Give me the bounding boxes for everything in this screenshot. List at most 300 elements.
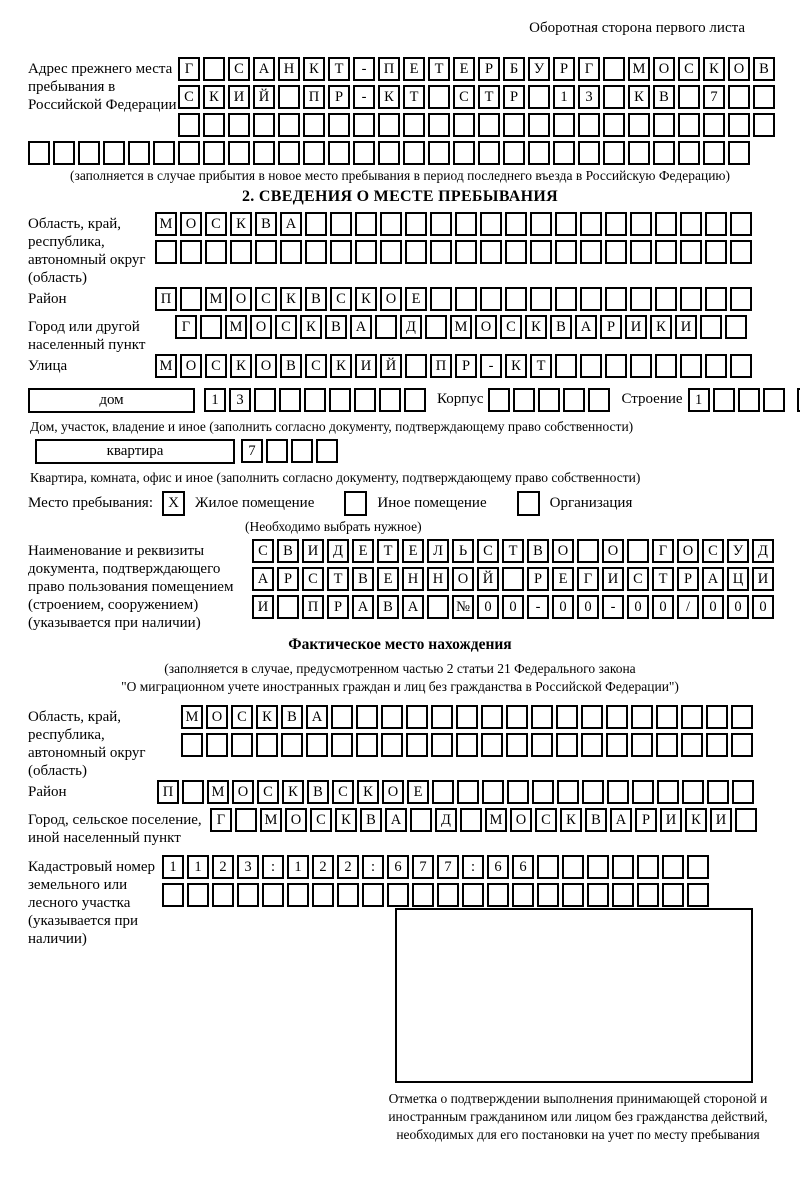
char-cell[interactable]: В bbox=[255, 212, 277, 236]
char-cell[interactable]: Т bbox=[502, 539, 524, 563]
char-cell[interactable] bbox=[205, 240, 227, 264]
char-cell[interactable]: 0 bbox=[552, 595, 574, 619]
prev-address-row-3[interactable] bbox=[178, 113, 775, 137]
char-cell[interactable] bbox=[631, 705, 653, 729]
char-cell[interactable] bbox=[505, 287, 527, 311]
char-cell[interactable]: 1 bbox=[688, 388, 710, 412]
char-cell[interactable]: В bbox=[585, 808, 607, 832]
char-cell[interactable] bbox=[328, 113, 350, 137]
char-cell[interactable] bbox=[212, 883, 234, 907]
document-row-3[interactable] bbox=[252, 595, 774, 619]
char-cell[interactable] bbox=[557, 780, 579, 804]
char-cell[interactable] bbox=[705, 212, 727, 236]
char-cell[interactable] bbox=[530, 240, 552, 264]
char-cell[interactable] bbox=[532, 780, 554, 804]
char-cell[interactable] bbox=[732, 780, 754, 804]
char-cell[interactable]: В bbox=[281, 705, 303, 729]
char-cell[interactable]: В bbox=[377, 595, 399, 619]
char-cell[interactable]: Т bbox=[328, 57, 350, 81]
char-cell[interactable]: А bbox=[610, 808, 632, 832]
char-cell[interactable] bbox=[430, 240, 452, 264]
char-cell[interactable]: П bbox=[157, 780, 179, 804]
char-cell[interactable] bbox=[380, 240, 402, 264]
char-cell[interactable] bbox=[606, 733, 628, 757]
char-cell[interactable]: О bbox=[728, 57, 750, 81]
char-cell[interactable]: П bbox=[430, 354, 452, 378]
char-cell[interactable] bbox=[630, 240, 652, 264]
other-premises-checkbox[interactable] bbox=[344, 491, 367, 516]
char-cell[interactable] bbox=[381, 733, 403, 757]
char-cell[interactable] bbox=[577, 539, 599, 563]
char-cell[interactable]: О bbox=[452, 567, 474, 591]
char-cell[interactable]: А bbox=[253, 57, 275, 81]
char-cell[interactable]: У bbox=[528, 57, 550, 81]
char-cell[interactable] bbox=[431, 733, 453, 757]
char-cell[interactable]: К bbox=[300, 315, 322, 339]
char-cell[interactable]: Л bbox=[427, 539, 449, 563]
char-cell[interactable] bbox=[678, 141, 700, 165]
char-cell[interactable] bbox=[705, 287, 727, 311]
char-cell[interactable] bbox=[291, 439, 313, 463]
char-cell[interactable]: И bbox=[752, 567, 774, 591]
char-cell[interactable] bbox=[528, 141, 550, 165]
char-cell[interactable] bbox=[178, 113, 200, 137]
char-cell[interactable] bbox=[478, 141, 500, 165]
char-cell[interactable]: 0 bbox=[477, 595, 499, 619]
char-cell[interactable] bbox=[277, 595, 299, 619]
char-cell[interactable]: Р bbox=[478, 57, 500, 81]
char-cell[interactable]: А bbox=[702, 567, 724, 591]
char-cell[interactable]: М bbox=[181, 705, 203, 729]
char-cell[interactable]: А bbox=[350, 315, 372, 339]
cadastral-row-2[interactable] bbox=[162, 883, 709, 907]
char-cell[interactable] bbox=[228, 113, 250, 137]
char-cell[interactable] bbox=[728, 113, 750, 137]
char-cell[interactable] bbox=[632, 780, 654, 804]
char-cell[interactable]: 6 bbox=[387, 855, 409, 879]
char-cell[interactable] bbox=[562, 883, 584, 907]
char-cell[interactable] bbox=[581, 733, 603, 757]
char-cell[interactable] bbox=[28, 141, 50, 165]
char-cell[interactable] bbox=[630, 354, 652, 378]
char-cell[interactable] bbox=[605, 240, 627, 264]
char-cell[interactable] bbox=[256, 733, 278, 757]
char-cell[interactable] bbox=[731, 705, 753, 729]
char-cell[interactable]: В bbox=[325, 315, 347, 339]
char-cell[interactable]: М bbox=[260, 808, 282, 832]
char-cell[interactable] bbox=[506, 733, 528, 757]
char-cell[interactable]: Г bbox=[210, 808, 232, 832]
char-cell[interactable]: Й bbox=[253, 85, 275, 109]
residential-premises-checkbox[interactable]: X bbox=[162, 491, 185, 516]
char-cell[interactable] bbox=[353, 141, 375, 165]
char-cell[interactable] bbox=[305, 212, 327, 236]
char-cell[interactable] bbox=[237, 883, 259, 907]
char-cell[interactable] bbox=[512, 883, 534, 907]
char-cell[interactable]: 1 bbox=[553, 85, 575, 109]
char-cell[interactable]: О bbox=[380, 287, 402, 311]
char-cell[interactable] bbox=[253, 113, 275, 137]
char-cell[interactable]: Д bbox=[435, 808, 457, 832]
char-cell[interactable] bbox=[637, 883, 659, 907]
char-cell[interactable]: К bbox=[357, 780, 379, 804]
char-cell[interactable] bbox=[706, 705, 728, 729]
char-cell[interactable]: К bbox=[650, 315, 672, 339]
apartment-cells[interactable] bbox=[241, 439, 338, 463]
char-cell[interactable] bbox=[503, 113, 525, 137]
char-cell[interactable]: : bbox=[262, 855, 284, 879]
char-cell[interactable]: - bbox=[480, 354, 502, 378]
char-cell[interactable] bbox=[481, 705, 503, 729]
char-cell[interactable] bbox=[312, 883, 334, 907]
char-cell[interactable] bbox=[605, 212, 627, 236]
char-cell[interactable] bbox=[180, 240, 202, 264]
char-cell[interactable] bbox=[631, 733, 653, 757]
char-cell[interactable] bbox=[653, 141, 675, 165]
char-cell[interactable] bbox=[378, 141, 400, 165]
char-cell[interactable] bbox=[278, 141, 300, 165]
char-cell[interactable] bbox=[303, 141, 325, 165]
char-cell[interactable] bbox=[538, 388, 560, 412]
char-cell[interactable] bbox=[387, 883, 409, 907]
char-cell[interactable]: О bbox=[180, 354, 202, 378]
char-cell[interactable] bbox=[730, 240, 752, 264]
street-row[interactable] bbox=[155, 354, 752, 378]
cadastral-row-1[interactable] bbox=[162, 855, 709, 879]
char-cell[interactable]: М bbox=[155, 354, 177, 378]
char-cell[interactable] bbox=[406, 733, 428, 757]
char-cell[interactable] bbox=[355, 212, 377, 236]
char-cell[interactable]: Е bbox=[403, 57, 425, 81]
char-cell[interactable]: М bbox=[450, 315, 472, 339]
char-cell[interactable]: П bbox=[378, 57, 400, 81]
char-cell[interactable]: В bbox=[360, 808, 382, 832]
char-cell[interactable] bbox=[331, 733, 353, 757]
char-cell[interactable] bbox=[266, 439, 288, 463]
korpus-cells[interactable] bbox=[488, 388, 610, 412]
char-cell[interactable]: К bbox=[525, 315, 547, 339]
char-cell[interactable]: О bbox=[250, 315, 272, 339]
char-cell[interactable] bbox=[356, 705, 378, 729]
char-cell[interactable] bbox=[455, 212, 477, 236]
char-cell[interactable]: В bbox=[753, 57, 775, 81]
char-cell[interactable]: 0 bbox=[652, 595, 674, 619]
char-cell[interactable] bbox=[703, 113, 725, 137]
char-cell[interactable] bbox=[656, 733, 678, 757]
char-cell[interactable]: Н bbox=[402, 567, 424, 591]
char-cell[interactable]: К bbox=[280, 287, 302, 311]
char-cell[interactable] bbox=[180, 287, 202, 311]
char-cell[interactable] bbox=[455, 240, 477, 264]
char-cell[interactable] bbox=[480, 212, 502, 236]
char-cell[interactable] bbox=[462, 883, 484, 907]
char-cell[interactable]: Е bbox=[352, 539, 374, 563]
char-cell[interactable] bbox=[280, 240, 302, 264]
char-cell[interactable] bbox=[480, 240, 502, 264]
char-cell[interactable]: С bbox=[178, 85, 200, 109]
char-cell[interactable] bbox=[481, 733, 503, 757]
char-cell[interactable] bbox=[403, 141, 425, 165]
char-cell[interactable] bbox=[738, 388, 760, 412]
char-cell[interactable] bbox=[255, 240, 277, 264]
char-cell[interactable] bbox=[253, 141, 275, 165]
char-cell[interactable] bbox=[337, 883, 359, 907]
char-cell[interactable] bbox=[305, 240, 327, 264]
char-cell[interactable] bbox=[187, 883, 209, 907]
char-cell[interactable]: Й bbox=[477, 567, 499, 591]
char-cell[interactable] bbox=[456, 733, 478, 757]
char-cell[interactable] bbox=[605, 287, 627, 311]
char-cell[interactable] bbox=[178, 141, 200, 165]
char-cell[interactable] bbox=[580, 287, 602, 311]
char-cell[interactable]: В bbox=[653, 85, 675, 109]
char-cell[interactable]: А bbox=[252, 567, 274, 591]
char-cell[interactable] bbox=[528, 113, 550, 137]
char-cell[interactable]: 2 bbox=[312, 855, 334, 879]
char-cell[interactable] bbox=[603, 85, 625, 109]
city-row[interactable] bbox=[175, 315, 747, 339]
char-cell[interactable] bbox=[330, 212, 352, 236]
char-cell[interactable]: А bbox=[280, 212, 302, 236]
char-cell[interactable]: М bbox=[628, 57, 650, 81]
char-cell[interactable] bbox=[707, 780, 729, 804]
char-cell[interactable] bbox=[528, 85, 550, 109]
char-cell[interactable]: И bbox=[602, 567, 624, 591]
char-cell[interactable]: Т bbox=[428, 57, 450, 81]
char-cell[interactable]: У bbox=[727, 539, 749, 563]
char-cell[interactable]: И bbox=[228, 85, 250, 109]
char-cell[interactable] bbox=[487, 883, 509, 907]
char-cell[interactable]: О bbox=[677, 539, 699, 563]
char-cell[interactable]: Е bbox=[453, 57, 475, 81]
char-cell[interactable] bbox=[605, 354, 627, 378]
char-cell[interactable]: О bbox=[180, 212, 202, 236]
char-cell[interactable]: 6 bbox=[512, 855, 534, 879]
char-cell[interactable]: Й bbox=[380, 354, 402, 378]
char-cell[interactable] bbox=[662, 855, 684, 879]
char-cell[interactable] bbox=[580, 354, 602, 378]
char-cell[interactable]: И bbox=[355, 354, 377, 378]
document-row-2[interactable] bbox=[252, 567, 774, 591]
char-cell[interactable]: 1 bbox=[187, 855, 209, 879]
char-cell[interactable] bbox=[581, 705, 603, 729]
char-cell[interactable] bbox=[330, 240, 352, 264]
char-cell[interactable]: Е bbox=[377, 567, 399, 591]
char-cell[interactable]: С bbox=[330, 287, 352, 311]
char-cell[interactable] bbox=[432, 780, 454, 804]
char-cell[interactable] bbox=[103, 141, 125, 165]
char-cell[interactable] bbox=[655, 240, 677, 264]
char-cell[interactable] bbox=[681, 733, 703, 757]
actual-district-row[interactable] bbox=[157, 780, 754, 804]
char-cell[interactable] bbox=[128, 141, 150, 165]
char-cell[interactable] bbox=[678, 113, 700, 137]
char-cell[interactable] bbox=[681, 705, 703, 729]
char-cell[interactable] bbox=[653, 113, 675, 137]
char-cell[interactable]: К bbox=[628, 85, 650, 109]
char-cell[interactable]: Р bbox=[635, 808, 657, 832]
char-cell[interactable] bbox=[630, 212, 652, 236]
char-cell[interactable]: К bbox=[505, 354, 527, 378]
char-cell[interactable]: О bbox=[285, 808, 307, 832]
char-cell[interactable]: 3 bbox=[237, 855, 259, 879]
char-cell[interactable]: В bbox=[352, 567, 374, 591]
char-cell[interactable]: К bbox=[203, 85, 225, 109]
char-cell[interactable]: Ь bbox=[452, 539, 474, 563]
char-cell[interactable] bbox=[588, 388, 610, 412]
char-cell[interactable] bbox=[607, 780, 629, 804]
char-cell[interactable] bbox=[706, 733, 728, 757]
char-cell[interactable]: О bbox=[382, 780, 404, 804]
region-row-2[interactable] bbox=[155, 240, 752, 264]
char-cell[interactable] bbox=[381, 705, 403, 729]
char-cell[interactable]: Д bbox=[327, 539, 349, 563]
char-cell[interactable]: Т bbox=[530, 354, 552, 378]
char-cell[interactable]: 0 bbox=[627, 595, 649, 619]
char-cell[interactable]: О bbox=[206, 705, 228, 729]
char-cell[interactable] bbox=[457, 780, 479, 804]
char-cell[interactable]: О bbox=[230, 287, 252, 311]
char-cell[interactable] bbox=[404, 388, 426, 412]
char-cell[interactable] bbox=[316, 439, 338, 463]
char-cell[interactable] bbox=[628, 113, 650, 137]
char-cell[interactable] bbox=[580, 240, 602, 264]
char-cell[interactable] bbox=[730, 287, 752, 311]
char-cell[interactable] bbox=[555, 354, 577, 378]
char-cell[interactable] bbox=[682, 780, 704, 804]
char-cell[interactable] bbox=[556, 733, 578, 757]
char-cell[interactable]: Е bbox=[405, 287, 427, 311]
char-cell[interactable] bbox=[453, 113, 475, 137]
char-cell[interactable]: К bbox=[256, 705, 278, 729]
char-cell[interactable] bbox=[405, 240, 427, 264]
char-cell[interactable] bbox=[725, 315, 747, 339]
char-cell[interactable]: С bbox=[310, 808, 332, 832]
char-cell[interactable] bbox=[662, 883, 684, 907]
char-cell[interactable]: С bbox=[252, 539, 274, 563]
char-cell[interactable]: К bbox=[282, 780, 304, 804]
char-cell[interactable]: 0 bbox=[702, 595, 724, 619]
char-cell[interactable]: С bbox=[275, 315, 297, 339]
char-cell[interactable] bbox=[378, 113, 400, 137]
char-cell[interactable] bbox=[262, 883, 284, 907]
char-cell[interactable]: Т bbox=[327, 567, 349, 591]
char-cell[interactable]: 0 bbox=[577, 595, 599, 619]
char-cell[interactable] bbox=[405, 212, 427, 236]
char-cell[interactable] bbox=[587, 855, 609, 879]
char-cell[interactable] bbox=[380, 212, 402, 236]
char-cell[interactable] bbox=[657, 780, 679, 804]
char-cell[interactable] bbox=[403, 113, 425, 137]
char-cell[interactable] bbox=[502, 567, 524, 591]
char-cell[interactable] bbox=[456, 705, 478, 729]
char-cell[interactable] bbox=[731, 733, 753, 757]
char-cell[interactable] bbox=[563, 388, 585, 412]
char-cell[interactable]: - bbox=[353, 57, 375, 81]
char-cell[interactable] bbox=[656, 705, 678, 729]
char-cell[interactable] bbox=[379, 388, 401, 412]
char-cell[interactable] bbox=[412, 883, 434, 907]
char-cell[interactable]: № bbox=[452, 595, 474, 619]
char-cell[interactable]: С bbox=[255, 287, 277, 311]
char-cell[interactable] bbox=[331, 705, 353, 729]
char-cell[interactable]: Г bbox=[178, 57, 200, 81]
char-cell[interactable] bbox=[162, 883, 184, 907]
char-cell[interactable]: Е bbox=[407, 780, 429, 804]
char-cell[interactable]: О bbox=[255, 354, 277, 378]
char-cell[interactable] bbox=[655, 287, 677, 311]
char-cell[interactable] bbox=[428, 85, 450, 109]
char-cell[interactable]: 1 bbox=[204, 388, 226, 412]
char-cell[interactable]: 1 bbox=[287, 855, 309, 879]
char-cell[interactable] bbox=[530, 287, 552, 311]
char-cell[interactable] bbox=[753, 85, 775, 109]
char-cell[interactable] bbox=[753, 113, 775, 137]
char-cell[interactable] bbox=[430, 287, 452, 311]
char-cell[interactable]: В bbox=[305, 287, 327, 311]
char-cell[interactable] bbox=[279, 388, 301, 412]
char-cell[interactable] bbox=[580, 212, 602, 236]
char-cell[interactable]: 7 bbox=[412, 855, 434, 879]
char-cell[interactable] bbox=[287, 883, 309, 907]
char-cell[interactable] bbox=[531, 733, 553, 757]
char-cell[interactable] bbox=[507, 780, 529, 804]
char-cell[interactable] bbox=[687, 883, 709, 907]
char-cell[interactable] bbox=[480, 287, 502, 311]
char-cell[interactable]: Т bbox=[403, 85, 425, 109]
char-cell[interactable] bbox=[627, 539, 649, 563]
char-cell[interactable]: С bbox=[500, 315, 522, 339]
char-cell[interactable]: К bbox=[303, 57, 325, 81]
char-cell[interactable]: - bbox=[527, 595, 549, 619]
char-cell[interactable]: 0 bbox=[502, 595, 524, 619]
char-cell[interactable]: О bbox=[232, 780, 254, 804]
district-row[interactable] bbox=[155, 287, 752, 311]
char-cell[interactable]: В bbox=[550, 315, 572, 339]
char-cell[interactable]: / bbox=[677, 595, 699, 619]
char-cell[interactable] bbox=[728, 141, 750, 165]
char-cell[interactable]: 0 bbox=[752, 595, 774, 619]
char-cell[interactable] bbox=[453, 141, 475, 165]
char-cell[interactable] bbox=[353, 113, 375, 137]
char-cell[interactable] bbox=[537, 883, 559, 907]
char-cell[interactable]: С bbox=[535, 808, 557, 832]
char-cell[interactable] bbox=[562, 855, 584, 879]
char-cell[interactable] bbox=[555, 212, 577, 236]
char-cell[interactable] bbox=[428, 113, 450, 137]
char-cell[interactable]: Т bbox=[377, 539, 399, 563]
char-cell[interactable]: П bbox=[303, 85, 325, 109]
char-cell[interactable]: О bbox=[653, 57, 675, 81]
char-cell[interactable]: А bbox=[352, 595, 374, 619]
char-cell[interactable]: Г bbox=[652, 539, 674, 563]
char-cell[interactable] bbox=[482, 780, 504, 804]
char-cell[interactable]: 3 bbox=[229, 388, 251, 412]
char-cell[interactable]: М bbox=[225, 315, 247, 339]
char-cell[interactable] bbox=[555, 240, 577, 264]
char-cell[interactable]: С bbox=[332, 780, 354, 804]
char-cell[interactable] bbox=[304, 388, 326, 412]
char-cell[interactable] bbox=[680, 354, 702, 378]
char-cell[interactable]: С bbox=[305, 354, 327, 378]
char-cell[interactable] bbox=[735, 808, 757, 832]
char-cell[interactable] bbox=[603, 113, 625, 137]
char-cell[interactable]: И bbox=[660, 808, 682, 832]
char-cell[interactable]: К bbox=[330, 354, 352, 378]
char-cell[interactable] bbox=[231, 733, 253, 757]
char-cell[interactable]: К bbox=[230, 212, 252, 236]
char-cell[interactable]: Г bbox=[175, 315, 197, 339]
